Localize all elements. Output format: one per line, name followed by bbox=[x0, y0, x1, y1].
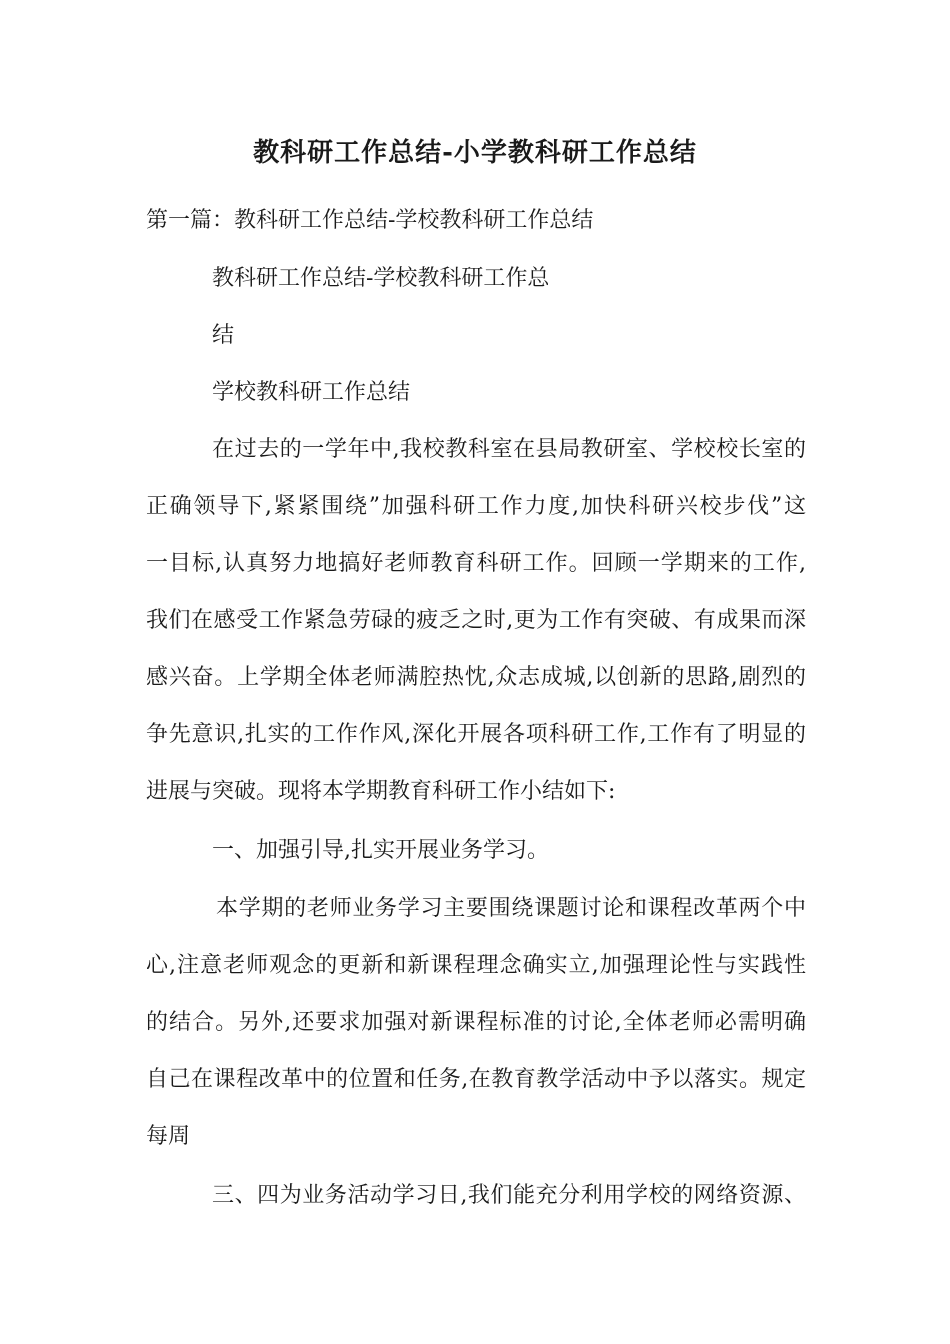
paragraph-3-line: 三、四为业务活动学习日,我们能充分利用学校的网络资源、 bbox=[212, 1183, 806, 1208]
section-heading-1: 一、加强引导,扎实开展业务学习。 bbox=[212, 838, 549, 863]
paragraph-1-line: 一目标,认真努力地搞好老师教育科研工作。回顾一学期来的工作, bbox=[146, 551, 806, 576]
paragraph-1-line: 争先意识,扎实的工作作风,深化开展各项科研工作,工作有了明显的 bbox=[146, 722, 806, 747]
paragraph-2-line: 的结合。另外,还要求加强对新课程标准的讨论,全体老师必需明确 bbox=[146, 1010, 806, 1035]
sub-title-line-2: 结 bbox=[212, 323, 235, 348]
document-title: 教科研工作总结-小学教科研工作总结 bbox=[253, 138, 697, 168]
paragraph-1-line: 感兴奋。上学期全体老师满腔热忱,众志成城,以创新的思路,剧烈的 bbox=[146, 665, 806, 690]
paragraph-2-line: 心,注意老师观念的更新和新课程理念确实立,加强理论性与实践性 bbox=[146, 953, 806, 978]
paragraph-1-line: 我们在感受工作紧急劳碌的疲乏之时,更为工作有突破、有成果而深 bbox=[146, 608, 806, 633]
sub-title-2: 学校教科研工作总结 bbox=[212, 380, 411, 405]
section-heading: 第一篇：教科研工作总结-学校教科研工作总结 bbox=[146, 208, 594, 233]
sub-title-line-1: 教科研工作总结-学校教科研工作总 bbox=[212, 266, 550, 291]
paragraph-1-line: 在过去的一学年中,我校教科室在县局教研室、学校校长室的 bbox=[212, 437, 806, 462]
paragraph-2-line: 每周 bbox=[146, 1124, 191, 1149]
paragraph-1-line: 进展与突破。现将本学期教育科研工作小结如下: bbox=[146, 779, 616, 804]
paragraph-2-line: 自己在课程改革中的位置和任务,在教育教学活动中予以落实。规定 bbox=[146, 1067, 806, 1092]
paragraph-2-line: 本学期的老师业务学习主要围绕课题讨论和课程改革两个中 bbox=[216, 896, 806, 921]
paragraph-1-line: 正确领导下,紧紧围绕”加强科研工作力度,加快科研兴校步伐”这 bbox=[146, 494, 806, 519]
